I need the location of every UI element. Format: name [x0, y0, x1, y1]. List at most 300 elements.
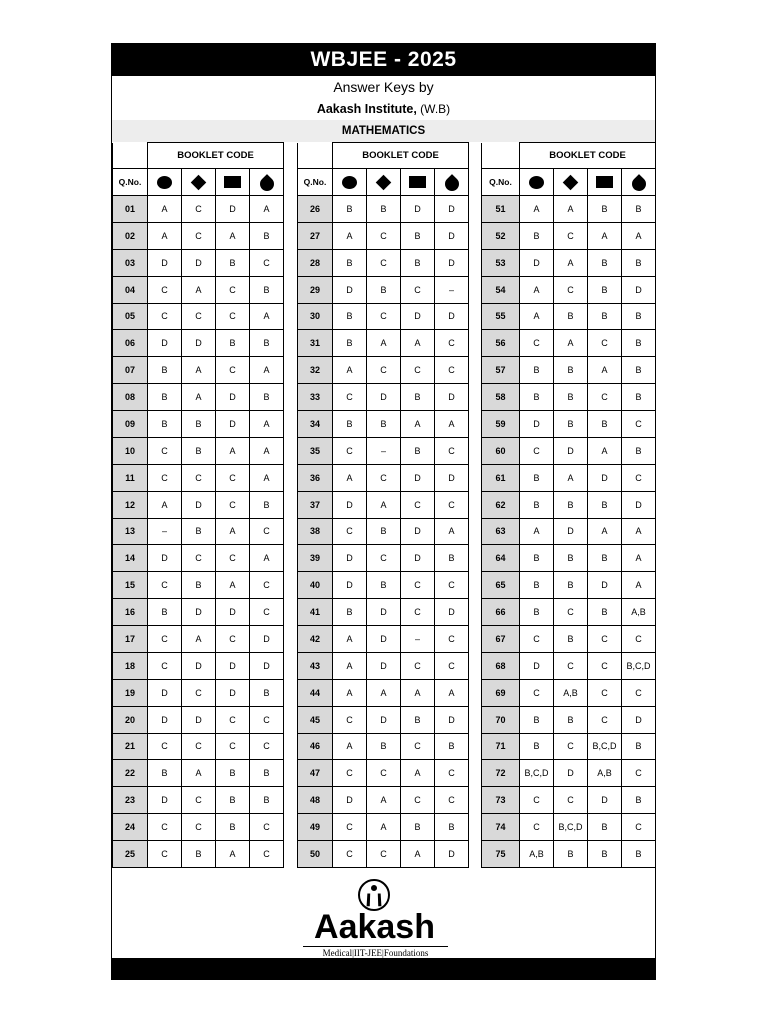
- answer-cell: A: [333, 733, 367, 760]
- question-number: 73: [482, 787, 520, 814]
- answer-row: [113, 303, 284, 330]
- answer-row: [113, 626, 284, 653]
- answer-row: [298, 437, 469, 464]
- answer-cell: B: [401, 222, 435, 249]
- answer-row: [298, 572, 469, 599]
- rectangle-icon: [409, 176, 426, 188]
- answer-cell: C: [148, 626, 182, 653]
- question-number: 58: [482, 384, 520, 411]
- question-number: 71: [482, 733, 520, 760]
- answer-cell: C: [148, 841, 182, 868]
- answer-cell: A: [182, 626, 216, 653]
- answer-cell: A: [435, 518, 469, 545]
- answer-cell: B: [333, 196, 367, 223]
- answer-cell: D: [367, 706, 401, 733]
- question-number: 42: [298, 626, 333, 653]
- answer-cell: D: [622, 706, 656, 733]
- answer-cell: D: [435, 384, 469, 411]
- answer-cell: D: [182, 491, 216, 518]
- answer-cell: A: [401, 679, 435, 706]
- answer-cell: A: [333, 626, 367, 653]
- answer-row: [482, 196, 656, 223]
- question-number: 12: [113, 491, 148, 518]
- answer-cell: A: [333, 464, 367, 491]
- answer-cell: D: [435, 196, 469, 223]
- answer-cell: A: [622, 518, 656, 545]
- answer-cell: D: [520, 249, 554, 276]
- answer-cell: C: [435, 760, 469, 787]
- answer-cell: C: [367, 464, 401, 491]
- answer-cell: A,B: [622, 599, 656, 626]
- question-number: 19: [113, 679, 148, 706]
- answer-cell: B,C,D: [554, 814, 588, 841]
- answer-cell: D: [554, 518, 588, 545]
- logo-tagline: Medical|IIT-JEE|Foundations: [303, 946, 448, 959]
- answer-cell: D: [250, 626, 284, 653]
- answer-cell: C: [401, 599, 435, 626]
- answer-cell: C: [216, 626, 250, 653]
- answer-cell: D: [148, 706, 182, 733]
- answer-cell: A: [520, 303, 554, 330]
- booklet-code-header: BOOKLET CODE: [333, 143, 469, 169]
- question-number: 64: [482, 545, 520, 572]
- question-number: 25: [113, 841, 148, 868]
- answer-row: [113, 464, 284, 491]
- question-number: 22: [113, 760, 148, 787]
- answer-keys-by: Answer Keys by: [333, 79, 434, 95]
- answer-cell: C: [622, 464, 656, 491]
- answer-cell: B: [148, 357, 182, 384]
- answer-cell: D: [520, 411, 554, 438]
- answer-cell: D: [554, 437, 588, 464]
- answer-cell: B: [401, 249, 435, 276]
- answer-cell: D: [333, 545, 367, 572]
- question-number: 48: [298, 787, 333, 814]
- answer-cell: B: [554, 545, 588, 572]
- answer-row: [298, 330, 469, 357]
- answer-cell: B: [250, 679, 284, 706]
- answer-row: [113, 841, 284, 868]
- answer-block-2: [297, 142, 469, 868]
- question-number: 15: [113, 572, 148, 599]
- answer-cell: D: [588, 572, 622, 599]
- answer-row: [298, 841, 469, 868]
- answer-cell: A: [520, 518, 554, 545]
- answer-cell: C: [520, 787, 554, 814]
- answer-cell: B: [588, 841, 622, 868]
- answer-row: [482, 437, 656, 464]
- answer-cell: A: [250, 411, 284, 438]
- answer-cell: C: [333, 706, 367, 733]
- booklet-symbol-drop: [250, 169, 284, 196]
- booklet-symbol-rectangle: [216, 169, 250, 196]
- question-number: 72: [482, 760, 520, 787]
- answer-cell: C: [250, 249, 284, 276]
- answer-cell: B: [401, 706, 435, 733]
- question-number: 08: [113, 384, 148, 411]
- answer-row: [113, 814, 284, 841]
- answer-cell: B: [250, 222, 284, 249]
- answer-row: [113, 545, 284, 572]
- answer-row: [482, 330, 656, 357]
- answer-cell: D: [588, 464, 622, 491]
- answer-cell: D: [333, 787, 367, 814]
- answer-cell: C: [554, 787, 588, 814]
- answer-cell: C: [333, 814, 367, 841]
- drop-icon: [442, 174, 462, 194]
- answer-cell: D: [216, 652, 250, 679]
- answer-cell: B: [333, 411, 367, 438]
- answer-row: [482, 652, 656, 679]
- question-number: 27: [298, 222, 333, 249]
- rectangle-icon: [596, 176, 613, 188]
- answer-cell: A: [554, 249, 588, 276]
- answer-cell: B: [367, 276, 401, 303]
- diamond-icon: [376, 174, 392, 190]
- answer-cell: B: [250, 787, 284, 814]
- institute-line: [112, 98, 655, 120]
- answer-row: [113, 276, 284, 303]
- answer-cell: B: [216, 814, 250, 841]
- answer-cell: C: [182, 814, 216, 841]
- answer-cell: B,C,D: [588, 733, 622, 760]
- question-number: 55: [482, 303, 520, 330]
- answer-cell: B: [554, 357, 588, 384]
- answer-row: [482, 679, 656, 706]
- answer-row: [113, 411, 284, 438]
- answer-cell: C: [333, 437, 367, 464]
- answer-cell: B: [148, 411, 182, 438]
- footer-bar: [112, 958, 655, 980]
- answer-cell: C: [182, 679, 216, 706]
- answer-cell: D: [401, 303, 435, 330]
- answer-row: [298, 760, 469, 787]
- answer-row: [482, 814, 656, 841]
- answer-row: [113, 518, 284, 545]
- question-number: 61: [482, 464, 520, 491]
- question-number: 01: [113, 196, 148, 223]
- question-number: 65: [482, 572, 520, 599]
- answer-row: [298, 599, 469, 626]
- answer-cell: D: [435, 249, 469, 276]
- answer-cell: B,C,D: [622, 652, 656, 679]
- answer-cell: A: [250, 303, 284, 330]
- answer-cell: D: [401, 464, 435, 491]
- answer-cell: D: [367, 384, 401, 411]
- answer-cell: D: [182, 706, 216, 733]
- answer-row: [113, 760, 284, 787]
- answer-cell: C: [148, 464, 182, 491]
- question-number: 11: [113, 464, 148, 491]
- answer-cell: D: [250, 652, 284, 679]
- answer-cell: B: [367, 196, 401, 223]
- answer-cell: C: [622, 626, 656, 653]
- answer-cell: B: [622, 303, 656, 330]
- answer-cell: D: [182, 249, 216, 276]
- answer-cell: A: [554, 196, 588, 223]
- answer-cell: A: [216, 518, 250, 545]
- answer-cell: D: [182, 330, 216, 357]
- answer-cell: C: [333, 841, 367, 868]
- answer-cell: B: [216, 249, 250, 276]
- question-number: 63: [482, 518, 520, 545]
- answer-cell: A: [367, 491, 401, 518]
- answer-cell: B: [520, 706, 554, 733]
- answer-cell: A: [182, 357, 216, 384]
- answer-cell: A: [588, 518, 622, 545]
- answer-row: [113, 652, 284, 679]
- answer-cell: C: [216, 276, 250, 303]
- answer-cell: C: [622, 814, 656, 841]
- answer-cell: B: [367, 733, 401, 760]
- question-number: 38: [298, 518, 333, 545]
- question-number: 33: [298, 384, 333, 411]
- answer-cell: C: [148, 814, 182, 841]
- question-number: 66: [482, 599, 520, 626]
- answer-row: [298, 464, 469, 491]
- answer-row: [113, 357, 284, 384]
- question-number: 70: [482, 706, 520, 733]
- answer-block-1: [112, 142, 284, 868]
- answer-row: [298, 276, 469, 303]
- answer-row: [298, 384, 469, 411]
- answer-cell: A: [148, 491, 182, 518]
- answer-cell: C: [182, 545, 216, 572]
- question-number: 36: [298, 464, 333, 491]
- circle-icon: [157, 176, 172, 189]
- answer-cell: B: [622, 249, 656, 276]
- answer-cell: C: [182, 303, 216, 330]
- answer-cell: A: [588, 357, 622, 384]
- answer-cell: A: [435, 679, 469, 706]
- answer-cell: A,B: [520, 841, 554, 868]
- answer-row: [113, 196, 284, 223]
- answer-cell: B: [622, 384, 656, 411]
- answer-cell: C: [520, 814, 554, 841]
- answer-cell: C: [520, 679, 554, 706]
- question-number: 17: [113, 626, 148, 653]
- answer-cell: B: [520, 572, 554, 599]
- answer-cell: C: [148, 303, 182, 330]
- answer-row: [298, 303, 469, 330]
- answer-row: [298, 249, 469, 276]
- answer-cell: D: [333, 276, 367, 303]
- question-number: 39: [298, 545, 333, 572]
- answer-cell: C: [250, 518, 284, 545]
- question-number: 13: [113, 518, 148, 545]
- answer-row: [298, 491, 469, 518]
- answer-cell: C: [182, 196, 216, 223]
- question-number: 75: [482, 841, 520, 868]
- answer-row: [482, 626, 656, 653]
- answer-cell: A: [367, 679, 401, 706]
- answer-cell: C: [588, 679, 622, 706]
- answer-cell: B: [182, 841, 216, 868]
- booklet-symbol-circle: [520, 169, 554, 196]
- answer-cell: C: [401, 572, 435, 599]
- answer-row: [113, 679, 284, 706]
- question-number: 06: [113, 330, 148, 357]
- answer-cell: C: [367, 249, 401, 276]
- answer-cell: D: [435, 303, 469, 330]
- answer-cell: C: [367, 841, 401, 868]
- answer-cell: A: [367, 787, 401, 814]
- answer-block-3: [481, 142, 656, 868]
- answer-cell: B: [588, 196, 622, 223]
- booklet-symbol-diamond: [367, 169, 401, 196]
- answer-cell: B: [250, 491, 284, 518]
- answer-cell: C: [216, 545, 250, 572]
- answer-key-sheet: [111, 43, 656, 980]
- answer-row: [482, 572, 656, 599]
- question-number: 34: [298, 411, 333, 438]
- answer-cell: B: [554, 841, 588, 868]
- question-number: 56: [482, 330, 520, 357]
- answer-cell: B: [622, 330, 656, 357]
- question-number: 37: [298, 491, 333, 518]
- answer-cell: A: [182, 760, 216, 787]
- answer-cell: A: [250, 545, 284, 572]
- answer-cell: C: [182, 464, 216, 491]
- question-number: 40: [298, 572, 333, 599]
- answer-row: [298, 357, 469, 384]
- question-number: 51: [482, 196, 520, 223]
- answer-cell: A: [216, 222, 250, 249]
- answer-cell: A: [401, 411, 435, 438]
- answer-cell: C: [588, 706, 622, 733]
- answer-row: [298, 733, 469, 760]
- answer-cell: A,B: [588, 760, 622, 787]
- answer-cell: B: [520, 545, 554, 572]
- question-number: 62: [482, 491, 520, 518]
- answer-cell: B: [622, 787, 656, 814]
- answer-cell: C: [367, 545, 401, 572]
- answer-cell: B: [401, 437, 435, 464]
- answer-cell: B: [148, 384, 182, 411]
- qno-header: Q.No.: [482, 169, 520, 196]
- answer-row: [113, 733, 284, 760]
- answer-cell: C: [401, 787, 435, 814]
- answer-cell: C: [520, 626, 554, 653]
- answer-cell: A: [622, 545, 656, 572]
- question-number: 41: [298, 599, 333, 626]
- answer-cell: B: [520, 222, 554, 249]
- answer-cell: C: [554, 599, 588, 626]
- answer-row: [298, 626, 469, 653]
- answer-cell: C: [333, 518, 367, 545]
- answer-cell: A: [333, 679, 367, 706]
- answer-row: [298, 222, 469, 249]
- answer-cell: B: [182, 411, 216, 438]
- question-number: 53: [482, 249, 520, 276]
- answer-cell: A: [622, 572, 656, 599]
- answer-cell: C: [554, 222, 588, 249]
- answer-cell: C: [435, 491, 469, 518]
- answer-cell: B: [588, 491, 622, 518]
- answer-cell: B: [367, 411, 401, 438]
- answer-cell: C: [401, 491, 435, 518]
- answer-cell: C: [182, 733, 216, 760]
- answer-cell: B: [148, 760, 182, 787]
- answer-cell: B: [367, 572, 401, 599]
- answer-cell: D: [182, 652, 216, 679]
- answer-cell: B: [588, 411, 622, 438]
- answer-cell: A: [216, 572, 250, 599]
- answer-cell: A: [250, 196, 284, 223]
- answer-cell: B: [182, 437, 216, 464]
- answer-cell: B: [520, 464, 554, 491]
- answer-row: [482, 599, 656, 626]
- booklet-code-header: BOOKLET CODE: [148, 143, 284, 169]
- answer-cell: B: [554, 384, 588, 411]
- answer-cell: D: [401, 545, 435, 572]
- answer-cell: D: [216, 384, 250, 411]
- answer-row: [482, 545, 656, 572]
- answer-cell: C: [401, 276, 435, 303]
- question-number: 07: [113, 357, 148, 384]
- answer-cell: B: [148, 599, 182, 626]
- answer-row: [298, 411, 469, 438]
- question-number: 23: [113, 787, 148, 814]
- answer-row: [113, 572, 284, 599]
- question-number: 10: [113, 437, 148, 464]
- answer-cell: B: [333, 330, 367, 357]
- answer-cell: C: [435, 437, 469, 464]
- answer-cell: B: [333, 249, 367, 276]
- answer-cell: B: [622, 841, 656, 868]
- answer-cell: C: [148, 733, 182, 760]
- question-number: 59: [482, 411, 520, 438]
- answer-cell: C: [520, 437, 554, 464]
- answer-cell: D: [401, 518, 435, 545]
- answer-cell: B: [622, 437, 656, 464]
- answer-cell: C: [435, 787, 469, 814]
- diamond-icon: [191, 174, 207, 190]
- answer-cell: B: [554, 626, 588, 653]
- answer-row: [482, 518, 656, 545]
- answer-cell: C: [554, 652, 588, 679]
- booklet-symbol-drop: [622, 169, 656, 196]
- answer-row: [482, 303, 656, 330]
- answer-row: [482, 222, 656, 249]
- answer-row: [482, 841, 656, 868]
- answer-cell: B: [435, 814, 469, 841]
- answer-cell: B: [401, 384, 435, 411]
- answer-cell: A: [333, 652, 367, 679]
- circle-icon: [342, 176, 357, 189]
- subject-heading: MATHEMATICS: [112, 120, 655, 142]
- answer-cell: C: [182, 222, 216, 249]
- answer-cell: C: [216, 464, 250, 491]
- answer-cell: C: [367, 303, 401, 330]
- answer-row: [298, 814, 469, 841]
- answer-cell: A: [588, 222, 622, 249]
- answer-row: [482, 733, 656, 760]
- answer-row: [113, 491, 284, 518]
- answer-cell: B: [333, 303, 367, 330]
- question-number: 44: [298, 679, 333, 706]
- answer-cell: B: [554, 572, 588, 599]
- answer-cell: A: [367, 814, 401, 841]
- question-number: 28: [298, 249, 333, 276]
- question-number: 05: [113, 303, 148, 330]
- answer-cell: C: [216, 303, 250, 330]
- answer-cell: D: [435, 222, 469, 249]
- answer-cell: C: [148, 652, 182, 679]
- answer-row: [113, 330, 284, 357]
- question-number: 52: [482, 222, 520, 249]
- question-number: 20: [113, 706, 148, 733]
